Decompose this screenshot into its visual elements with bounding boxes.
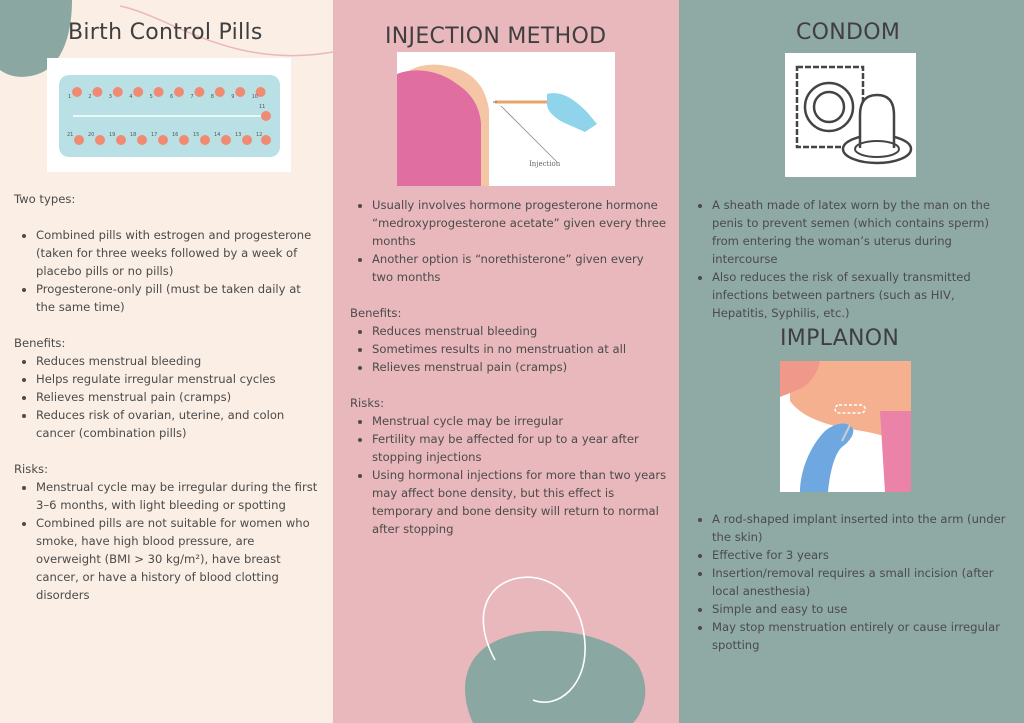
pill-number: 20 (88, 132, 95, 138)
pill-number: 14 (214, 132, 221, 138)
list-item: • Reduces menstrual bleeding (372, 322, 668, 340)
list-item: • Using hormonal injections for more than two years may affect bone density, but this effect is temporary and bone density will return to normal after stopping (372, 466, 668, 538)
pill-dot (95, 135, 105, 145)
list-item: • Menstrual cycle may be irregular (372, 412, 668, 430)
pill-dot (235, 87, 245, 97)
pill-dot (242, 135, 252, 145)
pill-number: 6 (170, 94, 174, 100)
pill-number: 10 (251, 94, 258, 100)
risks-heading: Risks: (14, 462, 48, 476)
list-item: • Relieves menstrual pain (cramps) (372, 358, 668, 376)
pill-number: 2 (88, 94, 92, 100)
pill-dot (215, 87, 225, 97)
list-item: • May stop menstruation entirely or cause irregular spotting (712, 618, 1012, 654)
pill-dot (179, 135, 189, 145)
pill-number: 9 (231, 94, 235, 100)
pill-number: 12 (256, 132, 263, 138)
pill-pack-illustration (47, 58, 291, 172)
pills-text (14, 190, 320, 604)
pill-number: 13 (235, 132, 242, 138)
risks-list (350, 412, 668, 538)
pill-dot (113, 87, 123, 97)
condom-title: CONDOM (796, 20, 901, 45)
condom-list (690, 196, 1012, 322)
pill-pack-image (47, 58, 291, 172)
pill-dot (221, 135, 231, 145)
pill-number: 18 (130, 132, 137, 138)
list-item: • Another option is “norethisterone” given every two months (372, 250, 668, 286)
implanon-list (690, 510, 1012, 654)
pill-number: 3 (108, 94, 112, 100)
list-item: • Reduces menstrual bleeding (36, 352, 320, 370)
injection-text (350, 196, 668, 538)
condom-image (785, 53, 916, 177)
pill-number: 5 (149, 94, 153, 100)
pills-title: Birth Control Pills (68, 20, 263, 45)
injection-caption: Injection (529, 160, 561, 168)
injection-title: INJECTION METHOD (385, 24, 607, 49)
pill-number: 8 (210, 94, 214, 100)
pills-column (0, 0, 333, 723)
list-item: • Combined pills are not suitable for women who smoke, have high blood pressure, are overweight (BMI > 30 kg/m²), have breast cancer, or have a history of blood clotting disorders (36, 514, 320, 604)
list-item: • Menstrual cycle may be irregular during the first 3–6 months, with light bleeding or spotting (36, 478, 320, 514)
list-item: • Reduces risk of ovarian, uterine, and colon cancer (combination pills) (36, 406, 320, 442)
pill-number: 4 (129, 94, 133, 100)
implanon-title: IMPLANON (780, 326, 900, 351)
list-item: • Sometimes results in no menstruation at all (372, 340, 668, 358)
list-item: • Insertion/removal requires a small incision (after local anesthesia) (712, 564, 1012, 600)
pill-dot (174, 87, 184, 97)
pill-number: 21 (67, 132, 74, 138)
pill-number: 15 (193, 132, 200, 138)
list-item: • Progesterone-only pill (must be taken daily at the same time) (36, 280, 320, 316)
benefits-heading: Benefits: (350, 306, 402, 320)
list-item: • Effective for 3 years (712, 546, 1012, 564)
benefits-list (14, 352, 320, 442)
types-heading: Two types: (14, 192, 76, 206)
list-item: • Simple and easy to use (712, 600, 1012, 618)
risks-heading: Risks: (350, 396, 384, 410)
pill-dot (154, 87, 164, 97)
pill-dot (194, 87, 204, 97)
pill-dot (92, 87, 102, 97)
pill-number: 7 (190, 94, 194, 100)
pill-dot (72, 87, 82, 97)
pill-dot (158, 135, 168, 145)
decorative-blob (333, 560, 679, 723)
pill-number: 16 (172, 132, 179, 138)
risks-list (14, 478, 320, 604)
implanon-illustration (780, 361, 911, 492)
list-item: • A sheath made of latex worn by the man on the penis to prevent semen (which contains sperm) from entering the woman’s uterus during intercourse (712, 196, 1012, 268)
benefits-heading: Benefits: (14, 336, 66, 350)
benefits-list (350, 322, 668, 376)
list-item: • A rod-shaped implant inserted into the arm (under the skin) (712, 510, 1012, 546)
implanon-text (690, 510, 1012, 654)
injection-illustration (397, 52, 615, 186)
pill-number: 17 (151, 132, 158, 138)
injection-intro-list (350, 196, 668, 286)
pill-dot (261, 111, 271, 121)
list-item: • Combined pills with estrogen and progesterone (taken for three weeks followed by a week of placebo pills or no pills) (36, 226, 320, 280)
injection-column (333, 0, 679, 723)
implanon-image (780, 361, 911, 492)
list-item: • Helps regulate irregular menstrual cycles (36, 370, 320, 388)
list-item: • Usually involves hormone progesterone hormone “medroxyprogesterone acetate” given every three months (372, 196, 668, 250)
list-item: • Fertility may be affected for up to a year after stopping injections (372, 430, 668, 466)
pill-dot (137, 135, 147, 145)
pill-number: 19 (109, 132, 116, 138)
pill-dot (261, 135, 271, 145)
types-list (14, 226, 320, 316)
condom-implanon-column (679, 0, 1024, 723)
pill-dot (116, 135, 126, 145)
condom-text (690, 196, 1012, 322)
pill-dot (133, 87, 143, 97)
pill-dot (200, 135, 210, 145)
injection-image (397, 52, 615, 186)
pill-number: 11 (259, 104, 266, 110)
list-item: • Also reduces the risk of sexually transmitted infections between partners (such as HIV, Hepatitis, Syphilis, etc.) (712, 268, 1012, 322)
condom-icon (785, 53, 916, 177)
list-item: • Relieves menstrual pain (cramps) (36, 388, 320, 406)
pill-number: 1 (68, 94, 72, 100)
pill-dot (74, 135, 84, 145)
